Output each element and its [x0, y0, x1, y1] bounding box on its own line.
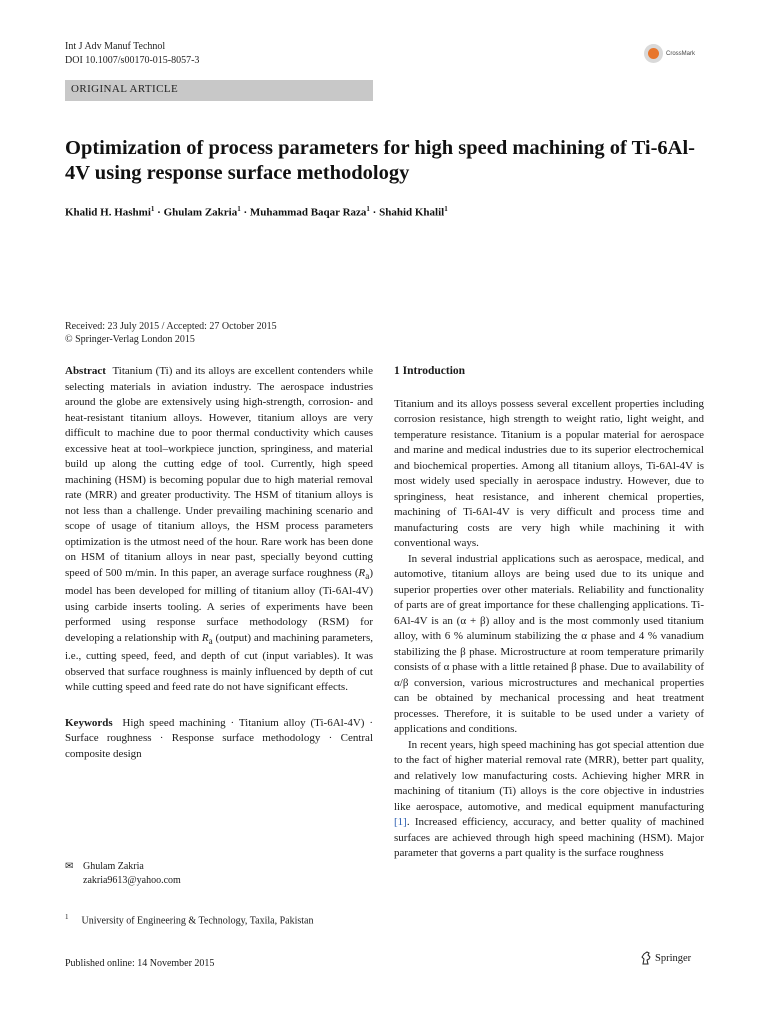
author-name[interactable]: Shahid Khalil [379, 206, 445, 219]
author-name[interactable]: Khalid H. Hashmi [65, 206, 151, 219]
crossmark-icon [644, 44, 663, 63]
publisher-name: Springer [655, 952, 692, 964]
abstract: Abstract Titanium (Ti) and its alloys are excellent contenders while selecting materials in aviation industry. The aerospace industries around the globe are extensively using high-strength, corrosion- and heat-resistant titanium alloys. However, titanium alloys are very difficult to machine due to poor thermal conductivity which causes excessive heat at tool–workpiece junction, springiness, and material build up along the cutting edge of tool. Currently, high speed machining (HSM) is becoming popular due to high material removal rate (MRR) and greater productivity. The HSM of titanium alloys is not less than a challenge. Under prevailing machining scenario and scope of usage of titanium alloys, the HSM process parameters optimization is the utmost need of the hour. Rare work has been done on HSM of titanium alloys in near past, specially beyond cutting speed of 500 m/min. In this paper, an average surface roughness $(R_a)$ model has been developed for milling of titanium alloy (Ti-6Al-4V) using carbide inserts tooling. A series of experiments have been performed using response surface methodology (RSM) for developing a relationship with $R_a$ (output) and machining parameters, i.e., cutting speed, feed, and depth of cut (input variables). It was observed that surface roughness is mainly influenced by depth of cut while cutting speed and feed rate do not have significant effects. [65, 365, 373, 694]
paper-title: Optimization of process parameters for high speed machining of Ti-6Al-4V using response surface methodology [65, 137, 695, 184]
intro-paragraph: Titanium and its alloys possess several excellent properties including corrosion resistance, high strength to weight ratio, light weight, and temperature resistance. Titanium is a popular material for aerospace and marine and medical industries due to its superior electrochemical and biochemical properties. Among all titanium alloys, Ti-6Al-4V is most widely used specially in aerospace industry. However, due to springiness, heat resistance, and inherent chemical properties, machining of Ti-6Al-4V is very difficult and process time and manufacturing costs are very high while machining it with conventional ways. [394, 397, 704, 549]
contact-name: Ghulam Zakria [83, 861, 144, 872]
publisher-logo [640, 951, 691, 965]
received-accepted: Received: 23 July 2015 / Accepted: 27 October 2015 [65, 321, 277, 332]
author-name[interactable]: Muhammad Baqar Raza [249, 206, 367, 219]
left-column [65, 364, 373, 762]
right-column [394, 364, 704, 862]
article-type: ORIGINAL ARTICLE [71, 83, 179, 95]
affiliation-text: University of Engineering & Technology, Taxila, Pakistan [81, 915, 314, 927]
affiliation-number: 1 [65, 913, 69, 921]
intro-paragraph: In several industrial applications such as aerospace, medical, and automotive, titanium alloys are being used due to its unique and superior properties over other materials. Reliability and functionality of parts are of great importance for these challenging applications. Ti-6Al-4V is an (α + β) alloy and is the most commonly used titanium alloy, with 6 % aluminum stabilizing the α phase and 4 % vanadium stabilizing the β phase. Microstructure at room temperature primarily consists of α phase with a little retained β phase. Due to availability of α/β conversion, various microstructures and mechanical properties can be obtained by mechanical processing and heat treatment processes. Therefore, it is suitable to be used under a variety of applications and conditions. [394, 552, 704, 735]
section-heading: 1 Introduction [394, 365, 466, 377]
author-list: Khalid H. Hashmi$^1$ · Ghulam Zakria$^1$ · Muhammad Baqar Raza$^1$ · Shahid Khalil$^1$ [65, 205, 448, 219]
journal-name: Int J Adv Manuf Technol [65, 41, 166, 52]
keywords: Keywords High speed machining · Titanium alloy (Ti-6Al-4V) · Surface roughness · Response surface methodology · Central composite design [65, 716, 373, 760]
published-date: Published online: 14 November 2015 [65, 958, 215, 969]
intro-paragraph: In recent years, high speed machining has got special attention due to the fact of higher material removal rate (MRR), better part quality, and relatively low manufacturing costs. Achieving higher MRR in machining of titanium (Ti) alloys is the core objective in industries like aerospace, automotive, and medical equipment manufacturing [1]. Increased efficiency, accuracy, and better quality of machined surfaces are achieved through high speed machining (HSM). Major parameter that governs a part quality is the surface roughness [394, 738, 704, 859]
springer-horse-icon [640, 951, 652, 965]
article-type-bar [65, 80, 373, 101]
article-dates [65, 320, 277, 346]
affiliation [65, 910, 313, 928]
citation-link[interactable]: [1] [394, 816, 407, 828]
contact-email[interactable]: zakria9613@yahoo.com [83, 875, 181, 886]
journal-header [65, 40, 199, 68]
crossmark-label: CrossMark [666, 50, 696, 57]
copyright: © Springer-Verlag London 2015 [65, 334, 195, 345]
keywords-label: Keywords [65, 716, 113, 729]
author-name[interactable]: Ghulam Zakria [163, 206, 238, 219]
crossmark-badge[interactable] [644, 44, 695, 63]
doi[interactable]: DOI 10.1007/s00170-015-8057-3 [65, 55, 200, 66]
envelope-icon: ✉ [65, 861, 74, 872]
abstract-label: Abstract [65, 365, 106, 377]
corresponding-author [65, 860, 181, 888]
